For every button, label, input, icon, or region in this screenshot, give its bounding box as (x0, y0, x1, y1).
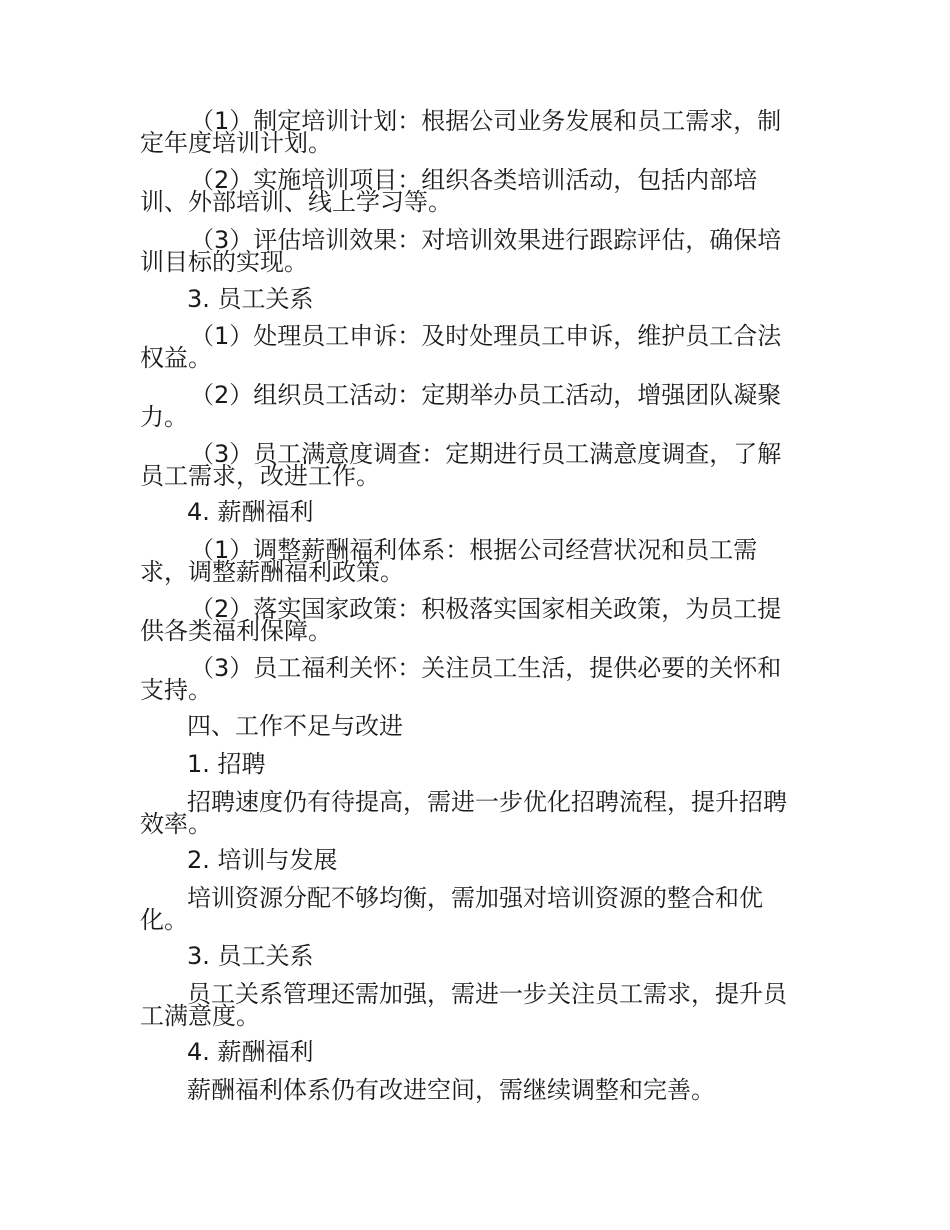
item-line: 权益。 (140, 344, 212, 372)
chapter-heading: 四、工作不足与改进 (187, 712, 403, 740)
item-line: （3）员工满意度调查：定期进行员工满意度调查，了解 (190, 440, 782, 468)
paragraph-line: 薪酬福利体系仍有改进空间，需继续调整和完善。 (187, 1076, 715, 1104)
item-line: 定年度培训计划。 (140, 129, 332, 157)
item-line: （1）处理员工申诉：及时处理员工申诉，维护员工合法 (190, 322, 782, 350)
paragraph-line: 招聘速度仍有待提高，需进一步优化招聘流程，提升招聘 (187, 788, 787, 816)
item-line: （1）调整薪酬福利体系：根据公司经营状况和员工需 (190, 536, 758, 564)
item-line: 训、外部培训、线上学习等。 (140, 188, 452, 216)
item-line: （2）实施培训项目：组织各类培训活动，包括内部培 (190, 166, 758, 194)
item-line: 员工需求，改进工作。 (140, 462, 380, 490)
item-line: （2）落实国家政策：积极落实国家相关政策，为员工提 (190, 595, 782, 623)
section-heading: 4. 薪酬福利 (187, 498, 314, 526)
paragraph-line: 工满意度。 (140, 1002, 260, 1030)
item-line: （1）制定培训计划：根据公司业务发展和员工需求，制 (190, 107, 782, 135)
item-line: 力。 (140, 403, 188, 431)
paragraph-line: 员工关系管理还需加强，需进一步关注员工需求，提升员 (187, 980, 787, 1008)
section-heading: 1. 招聘 (187, 750, 266, 778)
section-heading: 3. 员工关系 (187, 942, 314, 970)
item-line: （3）评估培训效果：对培训效果进行跟踪评估，确保培 (190, 226, 782, 254)
section-heading: 3. 员工关系 (187, 285, 314, 313)
item-line: 训目标的实现。 (140, 248, 308, 276)
item-line: （2）组织员工活动：定期举办员工活动，增强团队凝聚 (190, 381, 782, 409)
paragraph-line: 效率。 (140, 810, 212, 838)
item-line: （3）员工福利关怀：关注员工生活，提供必要的关怀和 (190, 654, 782, 682)
item-line: 供各类福利保障。 (140, 617, 332, 645)
section-heading: 2. 培训与发展 (187, 846, 338, 874)
section-heading: 4. 薪酬福利 (187, 1038, 314, 1066)
paragraph-line: 化。 (140, 906, 188, 934)
item-line: 支持。 (140, 676, 212, 704)
item-line: 求，调整薪酬福利政策。 (140, 558, 404, 586)
paragraph-line: 培训资源分配不够均衡，需加强对培训资源的整合和优 (187, 884, 763, 912)
